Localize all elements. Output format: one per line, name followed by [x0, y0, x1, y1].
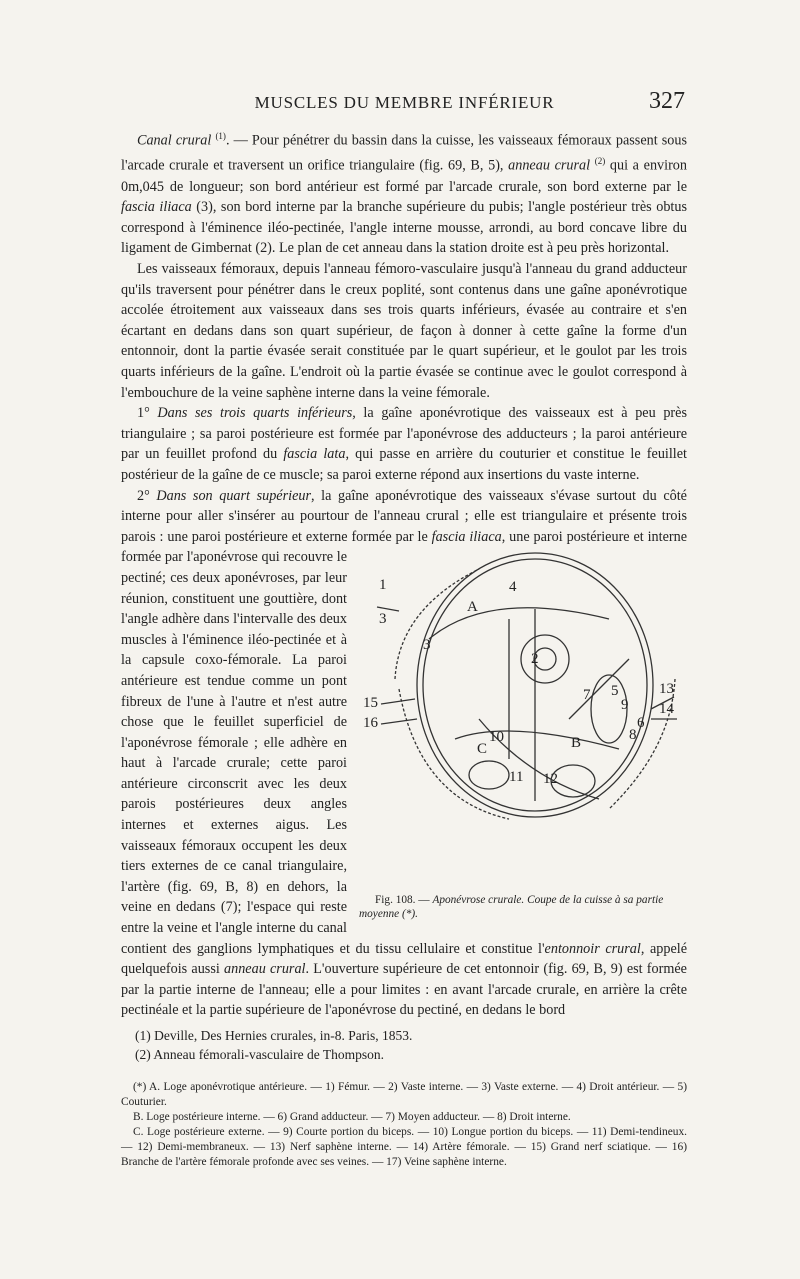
label-1: 1: [379, 577, 387, 594]
label-16: 16: [363, 715, 378, 732]
label-9: 9: [621, 697, 629, 714]
hatching: [399, 689, 509, 819]
page-header: [120, 88, 685, 116]
term-canal-crural: Canal crural: [137, 132, 212, 149]
text-run: , la gaîne aponévrotique des vaisseaux s'évase surtout du côté interne pour aller s'insérer au pourtour de l'anneau crural ; elle est triangulaire et présente trois parois : une paroi postérieure et externe formée par le: [121, 487, 687, 545]
muscle-section: [469, 761, 509, 789]
femur-section: [521, 635, 569, 683]
paragraph-canal-crural: [121, 126, 687, 259]
figure-legend: [121, 1080, 687, 1170]
label-14: 14: [659, 701, 674, 718]
text-run: , une paroi postérieure et interne formée par l'aponévrose qui recouvre le pectiné; ces deux aponévroses, par leur réunion, constituent une gouttière, dont l'angle adhère dans l'intervalle des deux muscles à l'éminence iléo-pectinée et à la capsule coxo-fémorale. La paroi antérieure est tendue comme un pont fibreux de l'une à l'autre et n'est autre chose que le feuillet superficiel de l'aponévrose fémorale ; elle adhère en haut à l'arcade crurale; cette paroi antérieure circonscrit avec les deux parois postérieures deux angles internes et externes aigus. Les vaisseaux fémoraux occupent les deux tiers externes de ce canal triangulaire, l'artère (fig. 69, B, 8) en dehors, la veine en dedans (7); l'espace qui reste entre la veine et l'angle interne du canal contient des ganglions lymphatiques et du tissu cellulaire et constitue l': [121, 528, 687, 957]
label-13: 13: [659, 681, 674, 698]
term-trois-quarts: Dans ses trois quarts inférieurs,: [157, 405, 356, 422]
hatching: [609, 679, 675, 809]
term-anneau-crural: anneau crural: [508, 158, 591, 175]
text-run: , qui passe en arrière du couturier et constitue le feuillet postérieur de la gaîne de ce muscle; sa paroi externe répond aux insertions du vaste interne.: [121, 446, 687, 483]
leader-line: [381, 699, 415, 704]
body-text: [121, 126, 687, 1021]
figure-caption: [359, 893, 687, 921]
legend-c: C. Loge postérieure externe. — 9) Courte portion du biceps. — 10) Longue portion du biceps. — 11) Demi-tendineux. — 12) Demi-membraneux. — 13) Nerf saphène interne. — 14) Artère fémorale. — 15) Grand nerf sciatique. — 16) Branche de l'artère fémorale profonde avec ses veines. — 17) Veine saphène interne.: [121, 1126, 687, 1168]
list-number: 2°: [137, 487, 157, 504]
text-run: , appelé quelquefois aussi: [121, 940, 687, 978]
leader-line: [381, 719, 417, 724]
legend-a: (*) A. Loge aponévrotique antérieure. — 1) Fémur. — 2) Vaste interne. — 3) Vaste externe. — 4) Droit antérieur. — 5) Couturier.: [121, 1081, 687, 1108]
running-head: MUSCLES DU MEMBRE INFÉRIEUR: [254, 93, 555, 112]
footnotes: [121, 1026, 687, 1170]
paragraph-quart-superieur: [121, 486, 687, 1021]
text-run: qui a environ 0m,045 de longueur; son bord antérieur est formé par l'arcade crurale, son bord externe par le: [121, 158, 687, 195]
label-11: 11: [509, 769, 524, 786]
label-12: 12: [543, 771, 558, 788]
caption-prefix: Fig. 108. —: [375, 894, 433, 907]
label-3-outer: 3: [379, 611, 387, 628]
label-8: 8: [629, 727, 637, 744]
footnote-2: (2) Anneau fémorali-vasculaire de Thompson.: [135, 1047, 385, 1062]
label-B: B: [571, 735, 582, 752]
legend-b: B. Loge postérieure interne. — 6) Grand adducteur. — 7) Moyen adducteur. — 8) Droit interne.: [133, 1111, 571, 1123]
term-fascia-iliaca: fascia iliaca: [121, 199, 192, 216]
text-run: (3), son bord interne par la branche supérieure du pubis; l'angle postérieur très obtus correspond à l'éminence iléo-pectinée, l'angle interne mousse, arrondi, au bord concave libre du ligament de Gimbernat (2). Le plan de cet anneau dans la station droite est à peu près horizontal.: [121, 199, 687, 257]
label-2: 2: [531, 651, 539, 668]
label-5: 5: [611, 683, 619, 700]
term-entonnoir-crural: entonnoir crural: [544, 940, 641, 957]
term-fascia-iliaca-2: fascia iliaca: [431, 528, 502, 545]
label-4: 4: [509, 579, 517, 596]
page-number: 327: [649, 88, 685, 114]
septum-f: [569, 659, 629, 719]
footnote-1: (1) Deville, Des Hernies crurales, in-8. Paris, 1853.: [135, 1028, 413, 1043]
paragraph-vaisseaux: Les vaisseaux fémoraux, depuis l'anneau fémoro-vasculaire jusqu'à l'anneau du grand adducteur qu'ils traversent pour pénétrer dans le creux poplité, sont contenus dans une gaîne aponévrotique accolée étroitement aux vaisseaux dans ses trois quarts inférieurs, évasée au contraire et s'en écartant en dedans dans son quart supérieur, de façon à donner à cette gaîne la forme d'un entonnoir, dont la partie évasée serait constituée par le quart supérieur, et le goulot par les trois quarts inférieurs de la gaîne. L'endroit où la partie évasée se continue avec le goulot correspond à l'embouchure de la veine saphène interne dans la veine fémorale.: [121, 261, 687, 401]
list-number: 1°: [137, 405, 158, 422]
figure-illustration: [359, 549, 687, 889]
label-C: C: [477, 741, 488, 758]
label-6: 6: [637, 715, 645, 732]
footnote-ref-1: (1): [215, 131, 226, 141]
label-10: 10: [489, 729, 504, 746]
text-run: la gaîne aponévrotique des vaisseaux est à peu près triangulaire ; sa paroi postérieure est formée par l'aponévrose des adducteurs ; la paroi antérieure par un feuillet profond du: [121, 405, 687, 463]
text-run: . L'ouverture supérieure de cet entonnoir (fig. 69, B, 9) est formée par la partie interne de l'anneau; elle a pour limites : en avant l'arcade crurale, en arrière la crête pectinéale et la partie supérieure de l'aponévrose du pectiné, en dedans le bord: [121, 961, 687, 1019]
term-fascia-lata: fascia lata: [283, 446, 346, 463]
label-3-inner: 3: [423, 637, 431, 654]
footnote-ref-2: (2): [594, 156, 606, 167]
term-quart-superieur: Dans son quart supérieur: [156, 487, 311, 504]
label-A: A: [467, 599, 478, 616]
text-run: . — Pour pénétrer du bassin dans la cuisse, les vaisseaux fémoraux passent sous l'arcade crurale et traversent un orifice triangulaire (fig. 69, B, 5),: [121, 132, 688, 175]
label-15: 15: [363, 695, 378, 712]
caption-text: Aponévrose crurale. Coupe de la cuisse à sa partie moyenne (*).: [359, 894, 664, 921]
figure-108: [359, 549, 687, 927]
paragraph-trois-quarts: [121, 403, 687, 485]
label-7: 7: [583, 687, 591, 704]
term-anneau-crural-2: anneau crural: [224, 961, 306, 978]
septum-a: [429, 608, 609, 639]
